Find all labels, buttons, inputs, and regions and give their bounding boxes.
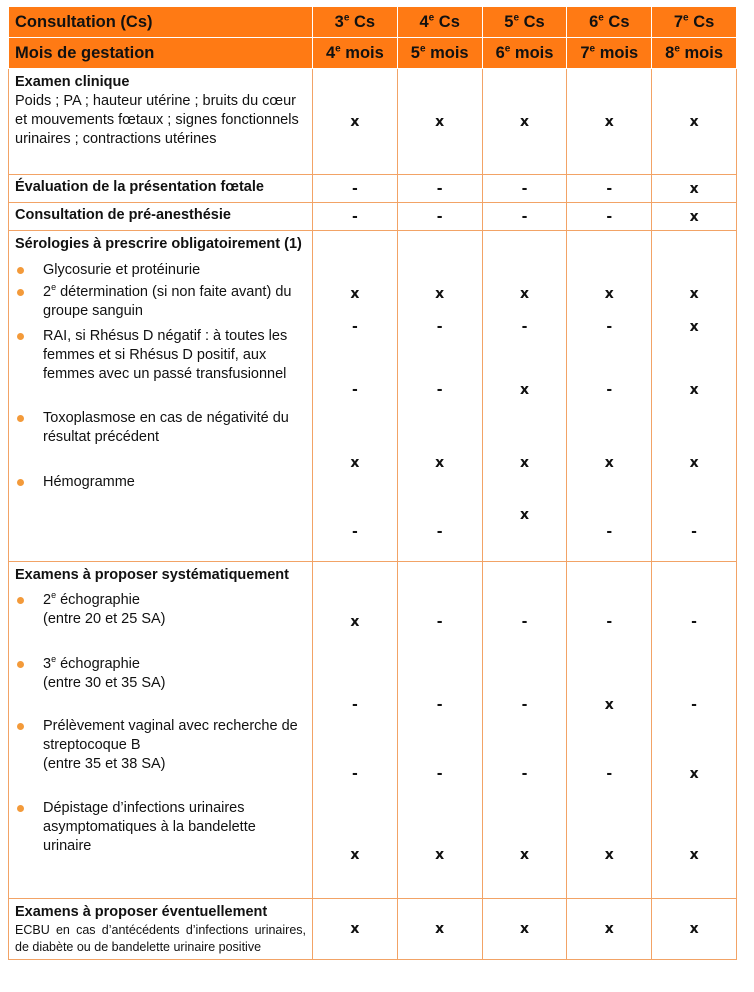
list-item: Hémogramme xyxy=(15,473,306,513)
mark-cell: x xyxy=(567,69,652,175)
mark: - xyxy=(351,697,358,713)
section-text: ECBU en cas d’antécédents d’infections urinaires, de diabète ou de bandelette urinaire positive xyxy=(15,923,306,954)
mark-cell: x xyxy=(652,203,737,231)
mark-column xyxy=(652,231,737,562)
mark: x xyxy=(519,286,529,302)
mark-column xyxy=(652,562,737,899)
mark-cell: x xyxy=(313,899,398,960)
list-item: Glycosurie et protéinurie xyxy=(15,261,306,283)
section-title: Examens à proposer éventuellement xyxy=(15,904,268,920)
mark: - xyxy=(521,614,528,630)
mark-cell: - xyxy=(397,203,482,231)
header-consultation-3: 3e Cs xyxy=(313,7,398,38)
mark-column xyxy=(397,562,482,899)
mark: - xyxy=(351,319,358,335)
list-item: 2e échographie (entre 20 et 25 SA) xyxy=(15,591,306,655)
row-serologies xyxy=(9,231,737,562)
mark-cell: x xyxy=(652,899,737,960)
row-examen-clinique xyxy=(9,69,737,175)
mark: x xyxy=(435,455,445,471)
mark-column xyxy=(567,562,652,899)
header-month-5: 5e mois xyxy=(397,38,482,69)
mark: - xyxy=(606,614,613,630)
mark: - xyxy=(436,697,443,713)
bullet-icon xyxy=(17,415,24,422)
header-month-8: 8e mois xyxy=(652,38,737,69)
cell-eventuellement xyxy=(9,899,313,960)
pregnancy-follow-up-table xyxy=(8,6,737,960)
section-title: Sérologies à prescrire obligatoirement (1) xyxy=(15,236,302,252)
mark-column xyxy=(567,231,652,562)
mark-column xyxy=(482,562,567,899)
bullet-icon xyxy=(17,597,24,604)
mark: x xyxy=(689,286,699,302)
mark: - xyxy=(691,614,697,630)
header-month-4: 4e mois xyxy=(313,38,398,69)
section-title: Consultation de pré-anesthésie xyxy=(15,207,231,223)
mark-column xyxy=(313,231,398,562)
header-month-7: 7e mois xyxy=(567,38,652,69)
header-consultation-5: 5e Cs xyxy=(482,7,567,38)
cell-systematique xyxy=(9,562,313,899)
row-systematique xyxy=(9,562,737,899)
header-months-label: Mois de gestation xyxy=(9,38,313,69)
mark-cell: x xyxy=(397,899,482,960)
header-row-months xyxy=(9,38,737,69)
list-item: Toxoplasmose en cas de négativité du résultat précédent xyxy=(15,409,306,473)
mark-cell: - xyxy=(397,175,482,203)
header-consultation-7: 7e Cs xyxy=(652,7,737,38)
mark-cell: x xyxy=(482,899,567,960)
mark: - xyxy=(351,524,358,540)
mark-cell: - xyxy=(313,175,398,203)
header-month-6: 6e mois xyxy=(482,38,567,69)
mark: x xyxy=(435,286,445,302)
mark-column xyxy=(313,562,398,899)
mark: x xyxy=(519,507,529,523)
mark: - xyxy=(606,319,613,335)
mark-cell: x xyxy=(313,69,398,175)
bullet-icon xyxy=(17,723,24,730)
bullet-icon xyxy=(17,289,24,296)
mark-cell: x xyxy=(567,899,652,960)
mark-cell: - xyxy=(567,175,652,203)
mark-cell: - xyxy=(482,203,567,231)
cell-anesthesie xyxy=(9,203,313,231)
mark-column xyxy=(482,231,567,562)
mark: - xyxy=(436,382,443,398)
mark: x xyxy=(689,319,699,335)
list-item: 3e échographie (entre 30 et 35 SA) xyxy=(15,655,306,717)
mark: x xyxy=(350,847,360,863)
cell-presentation xyxy=(9,175,313,203)
bullet-icon xyxy=(17,805,24,812)
header-row-consultation xyxy=(9,7,737,38)
mark: - xyxy=(436,614,443,630)
mark: x xyxy=(519,847,529,863)
mark: x xyxy=(519,455,529,471)
list-item: RAI, si Rhésus D négatif : à toutes les femmes et si Rhésus D positif, aux femmes avec un passé transfusionnel xyxy=(15,327,306,409)
mark: - xyxy=(436,319,443,335)
list-item: Dépistage d’infections urinaires asymptomatiques à la bandelette urinaire xyxy=(15,799,306,859)
mark: x xyxy=(435,847,445,863)
mark: x xyxy=(604,847,614,863)
section-text: Poids ; PA ; hauteur utérine ; bruits du cœur et mouvements fœtaux ; signes fonctionnels urinaires ; contractions utérines xyxy=(15,93,299,147)
mark: - xyxy=(606,524,613,540)
cell-examen-clinique xyxy=(9,69,313,175)
mark: - xyxy=(691,524,697,540)
bullet-icon xyxy=(17,661,24,668)
mark: - xyxy=(351,382,358,398)
bullet-icon xyxy=(17,333,24,340)
mark: - xyxy=(521,319,528,335)
mark-cell: - xyxy=(482,175,567,203)
mark-cell: x xyxy=(652,175,737,203)
mark: x xyxy=(689,455,699,471)
row-eventuellement xyxy=(9,899,737,960)
mark: x xyxy=(350,286,360,302)
bullet-icon xyxy=(17,479,24,486)
mark-column xyxy=(397,231,482,562)
bullet-icon xyxy=(17,267,24,274)
mark: - xyxy=(606,382,613,398)
mark: x xyxy=(519,382,529,398)
list-item: Prélèvement vaginal avec recherche de streptocoque B (entre 35 et 38 SA) xyxy=(15,717,306,799)
mark: x xyxy=(604,697,614,713)
mark: - xyxy=(691,697,697,713)
mark: x xyxy=(350,614,360,630)
row-anesthesie xyxy=(9,203,737,231)
row-presentation xyxy=(9,175,737,203)
section-title: Évaluation de la présentation fœtale xyxy=(15,179,264,195)
table-wrapper xyxy=(8,6,737,960)
mark-cell: - xyxy=(567,203,652,231)
mark: x xyxy=(689,766,699,782)
mark: - xyxy=(436,524,443,540)
mark: - xyxy=(521,697,528,713)
mark: x xyxy=(689,382,699,398)
mark: - xyxy=(436,766,443,782)
section-title: Examens à proposer systématiquement xyxy=(15,567,289,583)
mark-cell: x xyxy=(652,69,737,175)
mark-cell: x xyxy=(482,69,567,175)
mark: x xyxy=(350,455,360,471)
header-consultation-label: Consultation (Cs) xyxy=(9,7,313,38)
mark: - xyxy=(521,766,528,782)
mark-cell: x xyxy=(397,69,482,175)
section-title: Examen clinique xyxy=(15,74,130,90)
header-consultation-6: 6e Cs xyxy=(567,7,652,38)
list-item: 2e détermination (si non faite avant) du groupe sanguin xyxy=(15,283,306,327)
mark: - xyxy=(351,766,358,782)
mark-cell: - xyxy=(313,203,398,231)
mark: - xyxy=(606,766,613,782)
mark: x xyxy=(689,847,699,863)
cell-serologies xyxy=(9,231,313,562)
mark: x xyxy=(604,286,614,302)
header-consultation-4: 4e Cs xyxy=(397,7,482,38)
mark: x xyxy=(604,455,614,471)
